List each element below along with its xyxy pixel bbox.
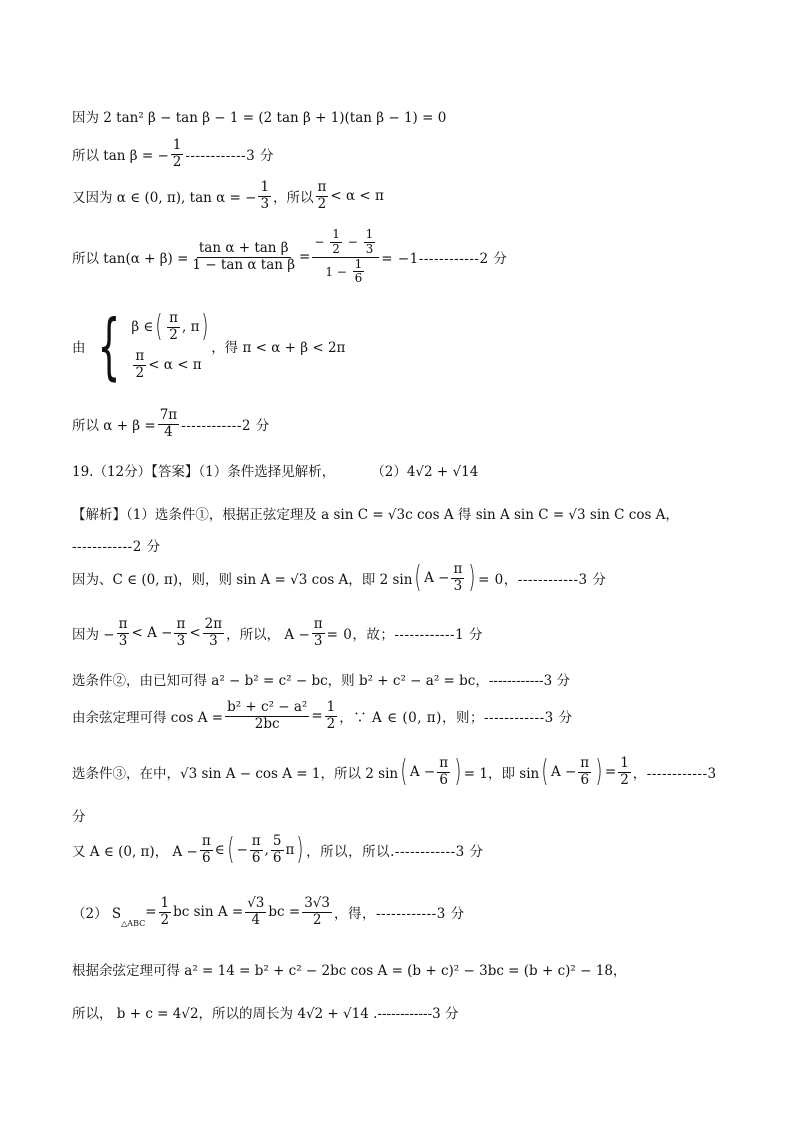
line-14: 选条件③，在中，√3 sin A − cos A = 1，所以 2 sin ( A − $\frac{\pi}{6}$ ) = 1，即 sin ( A − $\frac{\pi}{6}$ ) = $\frac{1}{2}$ ，------------3 — [72, 754, 717, 790]
line-5 — [72, 304, 346, 388]
line-2-pre: 所以 tan β = − — [72, 148, 169, 165]
line-16-mid: ∈ — [214, 842, 225, 859]
line-13-eq: = — [311, 708, 323, 725]
cosine-law-line: 根据余弦定理可得 a² = 14 = b² + c² − 2bc cos A = (b + c)² − 3bc = (b + c)² − 18， — [72, 963, 627, 979]
fraction-num: π — [317, 179, 327, 195]
line-14-post: = — [604, 764, 617, 781]
line-16-pre: 又 A ∈ (0, π)， A − — [72, 844, 198, 861]
line-3 — [72, 180, 384, 212]
fraction — [316, 180, 329, 212]
fraction-den: 4 — [164, 423, 173, 440]
system-row-2: < α < π — [148, 357, 202, 373]
line-3-post: < α < π — [330, 188, 384, 205]
fraction-num: 1 — [260, 179, 270, 195]
line-11-mid2: < — [189, 625, 201, 642]
nested-fraction-den: 1 − $\frac{1}{6}$ — [325, 256, 363, 286]
fraction-num: 1 — [172, 137, 182, 153]
line-19 — [72, 1002, 459, 1022]
line-17-mid2: bc sin A = — [173, 904, 244, 921]
fraction-num: b² + c² − a² — [227, 699, 308, 715]
line-4-pre: 所以 tan(α + β) = — [72, 251, 189, 268]
line-5-pre: 由 — [72, 340, 86, 356]
line-6-post: ------------2 分 — [181, 418, 270, 435]
equation-system: β ∈ ( $\frac{\pi}{2}$ , π ) $\frac{\pi}{2}$ < α < π — [131, 309, 209, 381]
line-12 — [72, 669, 570, 689]
line-17-mid: = — [145, 904, 157, 921]
line-14-pre: 选条件③，在中，√3 sin A − cos A = 1，所以 2 sin — [72, 766, 399, 783]
line-13-post: ，∵ A ∈ (0, π)，则；------------3 分 — [339, 710, 573, 727]
line-10-pre: 因为、C ∈ (0, π)，则，则 sin A = √3 cos A，即 2 sin — [72, 572, 413, 589]
analysis-start: 【解析】（1）选条件①，根据正弦定理及 a sin C = √3c cos A 得 sin A sin C = √3 sin C cos A， — [72, 507, 679, 523]
question-19-answer: 19.（12分）【答案】（1）条件选择见解析， — [72, 464, 336, 480]
fraction — [258, 180, 271, 212]
line-11-pre: 因为 − — [72, 627, 115, 644]
line-11-mid: < A − — [131, 625, 173, 642]
fraction-num: tan α + tan β — [198, 240, 289, 257]
line-3-mid: ，所以 — [273, 190, 314, 207]
line-4-post: = −1------------2 分 — [381, 251, 508, 268]
line-8 — [72, 503, 679, 523]
fraction-den: 3 — [260, 195, 270, 212]
fraction — [190, 241, 297, 273]
line-9 — [72, 535, 161, 555]
perimeter-conclusion: 所以， b + c = 4√2，所以的周长为 4√2 + √14 .------------3 分 — [72, 1006, 459, 1022]
fraction-den: 2 — [172, 153, 182, 170]
line-6 — [72, 408, 270, 440]
fraction — [171, 138, 184, 170]
area-subscript: △ABC — [121, 919, 146, 929]
score-unit: 分 — [72, 809, 86, 825]
line-16: 又 A ∈ (0, π)， A − $\frac{\pi}{6}$ ∈ ( − $\frac{\pi}{6}$ , $\frac{5}{6}$ π ) ，所以，所以.------------3 分 — [72, 832, 484, 868]
line-2-post: ------------3 分 — [185, 148, 274, 165]
line-6-pre: 所以 α + β = — [72, 418, 156, 435]
line-5-post: ，得 π < α + β < 2π — [211, 340, 346, 356]
line-17: （2） S $_{\triangle ABC}$ = $\frac{1}{2}$ bc sin A = $\frac{√3}{4}$ bc = $\frac{3√3}{2}$ ，得，------------3 分 — [72, 895, 465, 929]
fraction — [225, 700, 309, 732]
line-17-pre: （2） S — [72, 906, 122, 923]
line-10-post: = 0，------------3 分 — [478, 572, 607, 589]
line-13: 由余弦定理可得 cos A = $\frac{\text{b² + c² − a²}}{2bc}$ = $\frac{1}{2}$ ，∵ A ∈ (0, π)，则；------------3 分 — [72, 699, 573, 732]
fraction-den: 2bc — [254, 715, 280, 732]
fraction-den: 2 — [317, 195, 327, 212]
line-17-post: ，得，------------3 分 — [334, 906, 465, 923]
line-11: 因为 − $\frac{\pi}{3}$ < A − $\frac{\pi}{3}$ < $\frac{2\pi}{3}$ ，所以， A − $\frac{\pi}{3}$ = 0，故；------------1 分 — [72, 616, 483, 649]
fraction-den: 1 − tan α tan β — [192, 256, 296, 273]
left-brace-icon: { — [96, 304, 120, 388]
nested-fraction-num: − $\frac{1}{2}$ − $\frac{1}{3}$ — [312, 228, 379, 258]
line-13-pre: 由余弦定理可得 cos A = — [72, 710, 224, 727]
fraction-num: 7π — [159, 407, 178, 423]
line-4-eq: = — [299, 249, 311, 266]
line-14-mid: = 1，即 sin — [463, 766, 540, 783]
system-row-1: β ∈ — [131, 319, 154, 335]
line-16-post: ，所以，所以.------------3 分 — [306, 844, 484, 861]
line-11-post2: = 0，故；------------1 分 — [326, 627, 483, 644]
score-line: ------------2 分 — [72, 539, 161, 555]
answer-part-2: （2）4√2 + √14 — [371, 464, 479, 480]
line-17-mid3: bc = — [268, 904, 301, 921]
line-3-pre: 又因为 α ∈ (0, π), tan α = − — [72, 190, 257, 207]
fraction — [158, 408, 179, 440]
line-11-post: ，所以， A − — [226, 627, 310, 644]
nested-fraction — [312, 228, 379, 286]
line-15 — [72, 805, 86, 825]
line-7 — [72, 460, 478, 480]
line-10: 因为、C ∈ (0, π)，则，则 sin A = √3 cos A，即 2 sin ( A − $\frac{\pi}{3}$ ) = 0，------------3 分 — [72, 560, 607, 596]
line-2 — [72, 138, 274, 170]
line-14-post2: ，------------3 — [632, 766, 717, 783]
text-line-1: 因为 2 tan² β − tan β − 1 = (2 tan β + 1)(tan β − 1) = 0 — [72, 110, 447, 126]
condition-2: 选条件②，由已知可得 a² − b² = c² − bc，则 b² + c² − a² = bc，------------3 分 — [72, 673, 570, 689]
line-4 — [72, 228, 507, 286]
line-18 — [72, 959, 626, 979]
line-1 — [72, 106, 446, 126]
